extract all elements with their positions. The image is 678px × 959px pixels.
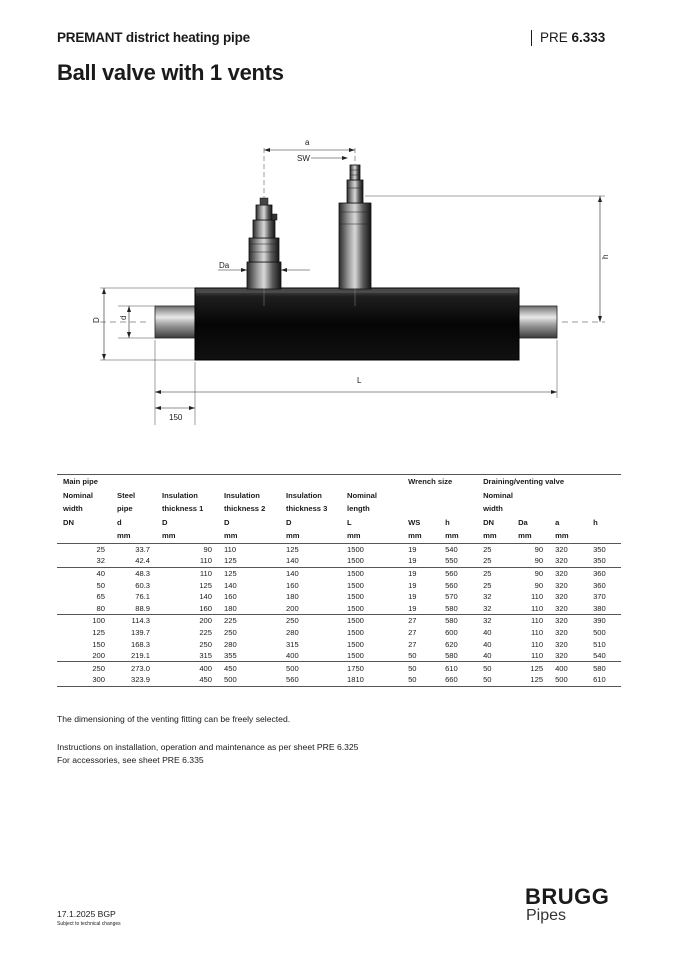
table-cell: 250 [57,662,111,674]
table-cell: 27 [402,615,439,627]
table-cell: 40 [57,567,111,579]
table-cell: 25 [477,567,512,579]
table-cell: 19 [402,567,439,579]
table-row [57,543,621,555]
table-cell: 110 [512,615,549,627]
table-header-cell [549,502,587,516]
table-group-header [57,475,621,489]
table-cell: 320 [555,556,568,566]
table-header-cell: Da [518,517,528,527]
table-cell: 125 [286,544,299,554]
table-cell: 315 [199,651,212,661]
table-row [57,674,621,686]
table-cell: 50 [477,662,512,674]
page-title: Ball valve with 1 vents [57,60,284,85]
dim-label-a: a [305,138,310,147]
table-cell: 160 [286,580,299,590]
table-cell: 1500 [347,544,364,554]
table-cell: 50 [477,674,512,686]
table-cell: 48.3 [111,567,156,579]
sheet-prefix: PRE [540,30,568,45]
table-cell: 600 [445,627,458,637]
table-header-cell [587,529,621,543]
table-cell: 300 [57,674,111,686]
table-cell: 180 [286,592,299,602]
table-header-cell: width [483,504,503,514]
table-cell: 25 [483,544,492,554]
brand-subtitle: Pipes [526,907,567,924]
table-cell: 320 [549,615,587,627]
table-cell: 320 [555,627,568,637]
table-cell: 390 [587,615,621,627]
table-cell: 200 [156,615,218,627]
dim-label-da: Da [219,261,230,270]
table-cell: 660 [439,674,477,686]
table-cell: 580 [587,662,621,674]
table-header-cell [587,502,621,516]
table-cell: 160 [224,592,237,602]
table-header-cell [439,502,477,516]
table-cell: 580 [445,603,458,613]
table-header-cell: thickness 3 [286,504,328,514]
table-header-cell: Nominal [483,490,514,500]
table-cell: 42.4 [135,556,150,566]
table-header-cell: thickness 2 [224,504,266,514]
table-cell: 60.3 [135,580,150,590]
table-cell: 320 [555,639,568,649]
table-cell: 370 [593,592,606,602]
table-cell: 320 [555,544,568,554]
table-cell: 250 [224,627,237,637]
table-cell: 90 [534,544,544,554]
table-cell: 150 [92,639,105,649]
table-header-cell: mm [512,529,549,543]
table-cell: 125 [512,662,549,674]
table-header-cell [587,489,621,503]
dim-label-L: L [357,376,362,385]
table-header-cell [439,489,477,503]
table-header-cell: mm [156,529,218,543]
table-row [57,555,621,567]
table-cell: 140 [280,567,341,579]
table-cell: 19 [408,580,417,590]
table-cell: 27 [408,639,417,649]
table-header-cell: DN [483,517,495,527]
table-cell: 610 [587,674,621,686]
table-cell: 19 [408,544,417,554]
table-header-cell: D [224,517,230,527]
table-cell: 90 [512,567,549,579]
table-header-cell: pipe [117,504,133,514]
steel-pipe-left [155,306,197,338]
table-header-cell: Insulation [162,490,198,500]
table-cell: 125 [224,556,237,566]
table-cell: 225 [199,627,212,637]
table-cell: 76.1 [135,592,150,602]
table-cell: 110 [224,544,237,554]
table-cell: 50 [402,674,439,686]
footer-date: 17.1.2025 BGP [57,909,116,919]
table-cell: 1500 [341,615,402,627]
table-cell: 32 [96,556,105,566]
table-header-cell [57,529,111,543]
table-row [57,579,621,591]
draining-valve [339,165,371,289]
table-cell: 320 [555,580,568,590]
table-cell: 100 [57,615,111,627]
table-cell: 350 [593,556,606,566]
table-cell: 110 [530,603,544,613]
table-cell: 110 [530,639,544,649]
table-cell: 250 [199,639,212,649]
table-cell: 1750 [341,662,402,674]
table-header-row [57,502,621,516]
table-cell: 1810 [341,674,402,686]
table-cell: 280 [224,639,237,649]
table-cell: 560 [439,567,477,579]
table-header-cell: Nominal [347,490,377,500]
table-cell: 25 [483,580,492,590]
table-header-cell: mm [218,529,280,543]
table-cell: 400 [549,662,587,674]
table-cell: 40 [483,639,492,649]
table-cell: 500 [593,627,606,637]
group-draining: Draining/venting valve [477,475,621,489]
table-header-cell: mm [549,529,587,543]
table-cell: 32 [477,615,512,627]
dimension-table [57,474,621,687]
table-cell: 320 [555,603,568,613]
sheet-number [531,30,605,46]
table-header-cell: h [593,517,598,527]
table-cell: 450 [218,662,280,674]
table-cell: 90 [203,544,212,554]
table-cell: 1500 [347,627,364,637]
table-header-cell: length [347,504,370,514]
table-cell: 25 [483,556,492,566]
table-cell: 540 [593,651,606,661]
table-header-cell [512,489,549,503]
table-cell: 110 [530,592,544,602]
table-header-cell: a [555,517,560,527]
table-header-cell: WS [408,517,421,527]
table-cell: 110 [530,651,544,661]
note-dimensioning: The dimensioning of the venting fitting can be freely selected. [57,714,291,724]
table-cell: 315 [286,639,299,649]
table-cell: 1500 [347,639,364,649]
table-header-cell: mm [477,529,512,543]
table-cell: 560 [280,674,341,686]
table-header-cell [402,502,439,516]
table-cell: 320 [555,592,568,602]
table-header-cell: L [347,517,352,527]
table-cell: 200 [286,603,299,613]
steel-pipe-right [517,306,557,338]
table-header-cell: width [63,504,83,514]
table-cell: 450 [156,674,218,686]
table-cell: 90 [534,556,544,566]
dim-label-D: D [92,317,101,323]
table-cell: 140 [286,556,299,566]
table-cell: 350 [593,544,606,554]
table-header-cell [512,502,549,516]
table-cell: 1500 [347,556,364,566]
table-header-cell: D [162,517,168,527]
table-header-cell: mm [439,529,477,543]
table-header-cell: thickness 1 [162,504,204,514]
table-cell: 400 [156,662,218,674]
table-cell: 273.0 [111,662,156,674]
table-cell: 500 [218,674,280,686]
dim-label-d: d [119,315,128,320]
table-cell: 25 [96,544,105,554]
table-row [57,638,621,650]
dim-label-sw: SW [297,154,310,163]
table-header-cell: mm [111,529,156,543]
table-cell: 32 [483,603,492,613]
table-cell: 27 [408,627,417,637]
table-cell: 1500 [347,651,364,661]
table-row [57,615,621,627]
table-header-cell: mm [402,529,439,543]
table-cell: 80 [96,603,105,613]
table-header-cell: D [286,517,292,527]
table-cell: 40 [483,627,492,637]
table-cell: 19 [408,556,417,566]
dim-label-150: 150 [169,413,183,422]
table-cell: 140 [199,592,212,602]
table-cell: 50 [408,651,417,661]
table-cell: 510 [593,639,606,649]
table-cell: 250 [280,615,341,627]
table-header-cell: Insulation [286,490,322,500]
table-cell: 323.9 [111,674,156,686]
table-cell: 125 [199,580,212,590]
dim-label-h: h [601,254,610,259]
sheet-code: 6.333 [571,30,606,45]
pipe-casing [195,288,519,360]
table-header-cell [549,489,587,503]
table-cell: 280 [286,627,299,637]
table-cell: 355 [224,651,237,661]
table-cell: 320 [555,651,568,661]
table-cell: 88.9 [135,603,150,613]
table-row [57,591,621,603]
table-cell: 125 [92,627,105,637]
footer-subject: Subject to technical changes [57,921,121,927]
table-cell: 19 [408,603,417,613]
table-cell: 1500 [347,580,364,590]
table-cell: 200 [92,651,105,661]
venting-valve [247,198,281,289]
table-cell: 380 [593,603,606,613]
table-cell: 139.7 [130,627,150,637]
table-cell: 500 [280,662,341,674]
table-header-row [57,529,621,543]
table-cell: 40 [483,651,492,661]
table-cell: 110 [199,556,212,566]
table-header-cell: Insulation [224,490,260,500]
group-wrench-size: Wrench size [402,475,477,489]
table-cell: 219.1 [130,651,150,661]
table-cell: 550 [445,556,458,566]
table-header-cell: mm [341,529,402,543]
table-cell: 360 [587,567,621,579]
table-header-cell: d [117,517,122,527]
table-row [57,567,621,579]
table-header-cell [402,489,439,503]
table-cell: 114.3 [111,615,156,627]
table-header-row [57,489,621,503]
table-cell: 110 [530,627,544,637]
table-cell: 180 [224,603,237,613]
table-cell: 1500 [347,603,364,613]
table-cell: 168.3 [130,639,150,649]
table-header-row [57,516,621,530]
table-cell: 580 [439,615,477,627]
table-cell: 125 [218,567,280,579]
table-cell: 1500 [347,592,364,602]
table-row [57,650,621,662]
note-accessories: For accessories, see sheet PRE 6.335 [57,755,204,765]
table-row [57,602,621,614]
note-instructions: Instructions on installation, operation and maintenance as per sheet PRE 6.325 [57,742,359,752]
table-cell: 400 [286,651,299,661]
group-main-pipe: Main pipe [57,475,402,489]
table-cell: 580 [445,651,458,661]
table-cell: 500 [549,674,587,686]
table-cell: 125 [512,674,549,686]
table-header-cell: h [445,517,450,527]
table-cell: 560 [445,580,458,590]
table-header-cell: Steel [117,490,136,500]
table-cell: 32 [483,592,492,602]
table-header-cell: Nominal [63,490,93,500]
product-line: PREMANT district heating pipe [57,30,250,45]
table-cell: 360 [593,580,606,590]
table-cell: 65 [96,592,105,602]
table-cell: 620 [445,639,458,649]
table-cell: 570 [445,592,458,602]
table-cell: 610 [439,662,477,674]
table-cell: 90 [534,580,544,590]
table-cell: 1500 [341,567,402,579]
table-cell: 50 [96,580,105,590]
table-cell: 19 [408,592,417,602]
table-cell: 540 [445,544,458,554]
table-cell: 140 [224,580,237,590]
table-header-cell: DN [63,517,74,527]
table-cell: 50 [402,662,439,674]
table-cell: 320 [549,567,587,579]
table-header-cell: mm [280,529,341,543]
table-row [57,627,621,639]
table-row [57,662,621,674]
table-cell: 110 [156,567,218,579]
table-cell: 33.7 [135,544,150,554]
table-cell: 160 [199,603,212,613]
valve-diagram [0,120,678,430]
brand-logo: BRUGG [525,884,610,909]
table-cell: 225 [218,615,280,627]
